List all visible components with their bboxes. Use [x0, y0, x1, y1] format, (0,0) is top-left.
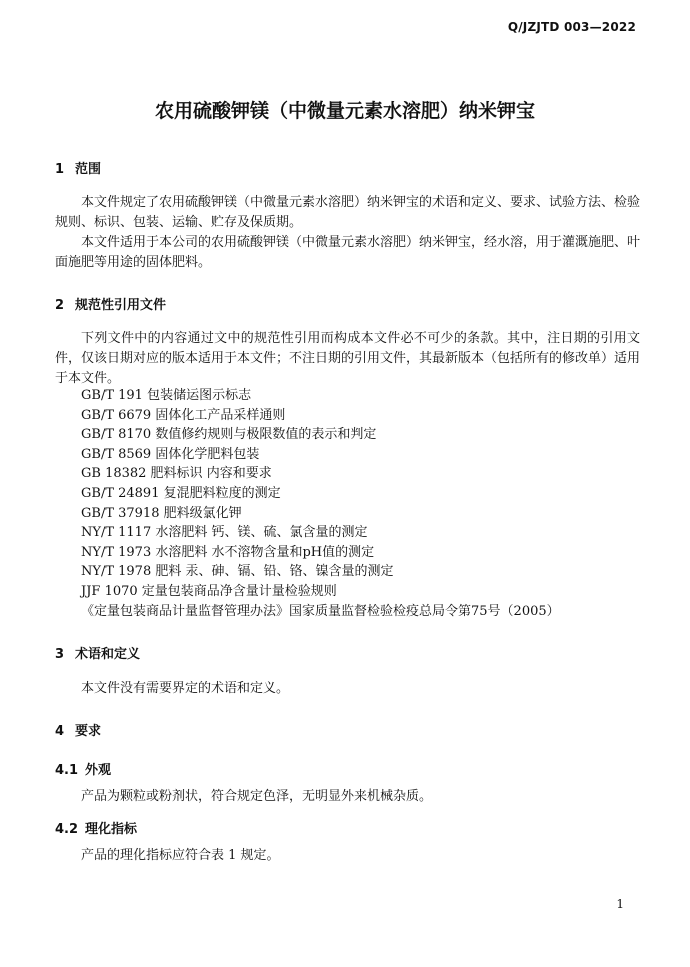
normative-reference-list [81, 386, 560, 621]
section-number: 2 [55, 298, 65, 313]
section-1-paragraph-1: 本文件规定了农用硫酸钾镁（中微量元素水溶肥）纳米钾宝的术语和定义、要求、试验方法、检验规则、标识、包装、运输、贮存及保质期。 [55, 195, 641, 230]
document-title: 农用硫酸钾镁（中微量元素水溶肥）纳米钾宝 [154, 100, 535, 122]
reference-item: GB/T 191 包装储运图示标志 [81, 388, 252, 403]
section-number: 1 [55, 162, 65, 177]
subsection-title: 理化指标 [85, 822, 138, 837]
reference-item: GB/T 37918 肥料级氯化钾 [81, 505, 242, 521]
reference-item: GB/T 6679 固体化工产品采样通则 [81, 407, 286, 423]
reference-item: GB/T 24891 复混肥料粒度的测定 [81, 485, 281, 501]
section-title: 规范性引用文件 [75, 298, 167, 313]
section-number: 3 [55, 647, 65, 662]
reference-item: NY/T 1973 水溶肥料 水不溶物含量和pH值的测定 [81, 544, 375, 560]
subsection-4-2-paragraph: 产品的理化指标应符合表 1 规定。 [81, 848, 280, 863]
reference-item: GB/T 8569 固体化学肥料包装 [81, 446, 260, 462]
section-1-paragraph-2: 本文件适用于本公司的农用硫酸钾镁（中微量元素水溶肥）纳米钾宝，经水溶，用于灌溉施肥、叶面施肥等用途的固体肥料。 [55, 235, 641, 270]
reference-item: GB/T 8170 数值修约规则与极限数值的表示和判定 [81, 427, 377, 443]
subsection-4-1-paragraph: 产品为颗粒或粉剂状，符合规定色泽，无明显外来机械杂质。 [81, 789, 433, 804]
subsection-4-2-heading [55, 818, 137, 837]
section-2-heading [55, 294, 166, 313]
section-title: 要求 [75, 724, 102, 739]
subsection-number: 4.1 [55, 763, 79, 778]
document-code: Q/JZJTD 003—2022 [507, 20, 636, 34]
subsection-4-1-heading [55, 759, 111, 778]
reference-item: GB 18382 肥料标识 内容和要求 [81, 466, 272, 482]
section-title: 术语和定义 [75, 647, 141, 662]
section-3-paragraph-1: 本文件没有需要界定的术语和定义。 [81, 681, 290, 696]
reference-item: NY/T 1117 水溶肥料 钙、镁、硫、氯含量的测定 [81, 525, 368, 541]
reference-item: 《定量包装商品计量监督管理办法》国家质量监督检验检疫总局令第75号（2005） [81, 603, 560, 619]
subsection-title: 外观 [85, 763, 112, 778]
subsection-number: 4.2 [55, 822, 79, 837]
reference-item: JJF 1070 定量包装商品净含量计量检验规则 [81, 583, 337, 599]
section-4-heading [55, 720, 101, 739]
section-number: 4 [55, 724, 65, 739]
section-3-heading [55, 643, 140, 662]
page-number: 1 [616, 897, 624, 911]
section-title: 范围 [75, 162, 102, 177]
section-2-paragraph-1: 下列文件中的内容通过文中的规范性引用而构成本文件必不可少的条款。其中，注日期的引用文件，仅该日期对应的版本适用于本文件；不注日期的引用文件，其最新版本（包括所有的修改单）适用于本文件。 [55, 331, 641, 386]
section-1-heading [55, 158, 101, 177]
reference-item: NY/T 1978 肥料 汞、砷、镉、铅、铬、镍含量的测定 [81, 564, 394, 580]
